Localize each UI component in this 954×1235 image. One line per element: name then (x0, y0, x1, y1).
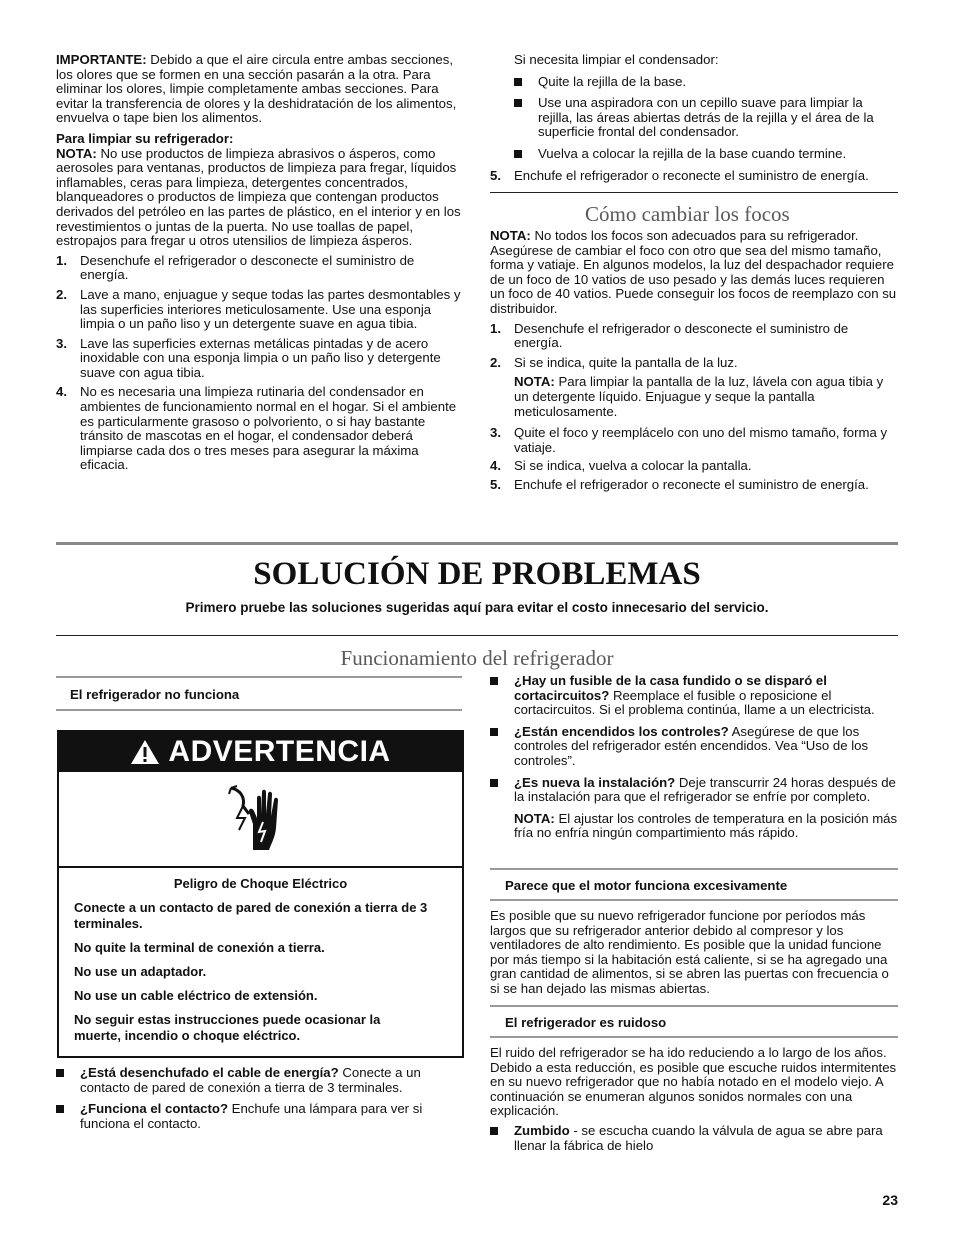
bullet-icon (56, 1069, 64, 1077)
bullet-icon (514, 150, 522, 158)
divider (490, 1036, 898, 1038)
warning-header (59, 732, 462, 772)
nota-paragraph: NOTA: No use productos de limpieza abrasivos o ásperos, como aerosoles para ventanas, productos de limpieza para fregar, líquidos inflamables, ceras para limpieza, detergentes concentrados, blanqueadores o productos de limpieza que contengan productos derivados del petróleo en las partes de plástico, en el interior y en los revestimientos o juntas de la puerta. No use toallas de papel, estropajos para fregar u otros utensilios de limpieza ásperos. (56, 145, 461, 249)
list-item: ¿Es nueva la instalación? Deje transcurrir 24 horas después de la instalación para que el refrigerador se enfríe por completo. (490, 776, 900, 805)
bulbs-title: Cómo cambiar los focos (585, 202, 790, 226)
list-item: 2. Lave a mano, enjuague y seque todas las partes desmontables y las superficies interiores meticulosamente. Use una esponja limpia o un paño liso y un detergente suave en agua tibia. (56, 286, 461, 332)
divider (56, 676, 462, 678)
list-item: ¿Funciona el contacto? Enchufe una lámpara para ver si funciona el contacto. (56, 1102, 446, 1131)
divider (490, 868, 898, 870)
bullet-icon (56, 1105, 64, 1113)
list-item: 2. Si se indica, quite la pantalla de la luz. (490, 354, 738, 370)
list-item: ¿Está desenchufado el cable de energía? Conecte a un contacto de pared de conexión a tierra de 3 terminales. (56, 1066, 446, 1095)
clean-steps (56, 254, 462, 473)
list-item: ¿Están encendidos los controles? Asegúrese de que los controles del refrigerador estén encendidos. Vea “Uso de los controles”. (490, 725, 900, 769)
list-item: 4. No es necesaria una limpieza rutinaria del condensador en ambientes de funcionamiento normal en el hogar. Si el ambiente es particularmente grasoso o polvoriento, o si hay bastante tránsito de mascotas en el hogar, el condensador deberá limpiarse cada dos o tres meses para asegurar la máxima eficacia. (56, 384, 457, 473)
bulbs-section (490, 229, 898, 493)
list-item: 3. Quite el foco y reemplácelo con uno del mismo tamaño, forma y vatiaje. (490, 425, 888, 455)
warning-line: No use un cable eléctrico de extensión. (74, 988, 318, 1003)
bullet-icon (490, 728, 498, 736)
ruidoso-paragraph: El ruido del refrigerador se ha ido reduciendo a lo largo de los años. Debido a esta reducción, es posible que escuche ruidos intermitentes en su nuevo refrigerador que no había notado en el modelo viejo. A continuación se enumeran algunos sonidos normales con una explicación. (490, 1045, 897, 1119)
section-rule-top (56, 542, 898, 545)
list-item: 5. Enchufe el refrigerador o reconecte el suministro de energía. (490, 167, 869, 183)
condenser-list (490, 75, 898, 162)
warning-line: No use un adaptador. (74, 964, 207, 979)
page-subtitle: Primero pruebe las soluciones sugeridas aquí para evitar el costo innecesario del servicio. (185, 600, 769, 615)
warning-triangle-icon (130, 739, 160, 765)
warning-title: ADVERTENCIA (168, 735, 391, 768)
divider (490, 899, 898, 901)
no-funciona-heading: El refrigerador no funciona (70, 687, 240, 702)
warning-line: No seguir estas instrucciones puede ocasionar la muerte, incendio o choque eléctrico. (74, 1012, 381, 1043)
bullet-icon (514, 78, 522, 86)
bulbs-nota: NOTA: No todos los focos son adecuados para su refrigerador. Asegúrese de cambiar el foco con otro que sea del mismo tamaño, forma y vatiaje. En algunos modelos, la luz del despachador requiere de un foco de 10 vatios de uso pesado y las demás luces requieren un foco de 40 vatios. Puede conseguir los focos de reemplazo con su distribuidor. (490, 228, 897, 316)
importante-paragraph: IMPORTANTE: Debido a que el aire circula entre ambas secciones, los olores que se formen en una sección pasarán a la otra. Para eliminar los olores, limpie completamente ambas secciones. Para evitar la transferencia de olores y la deshidratación de los alimentos, envuelva o tape bien los alimentos. (56, 52, 457, 126)
condenser-intro: Si necesita limpiar el condensador: (514, 52, 719, 67)
bullet-icon (490, 677, 498, 685)
motor-paragraph: Es posible que su nuevo refrigerador funcione por períodos más largos que su refrigerador anterior debido al compresor y los ventiladores de alto rendimiento. Es posible que la unidad funcione por más tiempo si la habitación está caliente, si se ha agregado una gran cantidad de alimentos, si se abren las puertas con frecuencia o si se han dejado las mismas abiertas. (490, 908, 889, 996)
bullet-icon (514, 99, 522, 107)
motor-heading: Parece que el motor funciona excesivamente (505, 878, 788, 893)
warning-body (59, 868, 462, 1044)
warning-line: Conecte a un contacto de pared de conexión a tierra de 3 terminales. (74, 900, 428, 931)
list-item: Vuelva a colocar la rejilla de la base cuando termine. (514, 147, 898, 162)
warning-box (57, 730, 464, 1058)
list-item: 3. Lave las superficies externas metálicas pintadas y de acero inoxidable con una esponja limpia o un paño liso y detergente suave con agua tibia. (56, 335, 441, 380)
electric-shock-hand-icon (227, 784, 289, 854)
divider (490, 1005, 898, 1007)
list-item: 4. Si se indica, vuelva a colocar la pantalla. (490, 458, 752, 474)
b2-nota: NOTA: Para limpiar la pantalla de la luz, lávela con agua tibia y un detergente líquido. Enjuague y seque la pantalla meticulosamente. (514, 374, 884, 419)
ruidoso-heading: El refrigerador es ruidoso (505, 1015, 667, 1030)
list-item: 5. Enchufe el refrigerador o reconecte el suministro de energía. (490, 476, 869, 492)
warning-line: Peligro de Choque Eléctrico (173, 876, 348, 891)
list-item: Quite la rejilla de la base. (514, 75, 898, 90)
list-item: Zumbido - se escucha cuando la válvula de agua se abre para llenar la fábrica de hielo (490, 1124, 904, 1153)
divider (490, 192, 898, 193)
list-item: 1. Desenchufe el refrigerador o desconecte el suministro de energía. (490, 320, 849, 351)
bullet-icon (490, 1127, 498, 1135)
q5-nota: NOTA: El ajustar los controles de temperatura en la posición más fría no enfría ningún compartimiento más rápido. (514, 810, 898, 841)
list-item: 1. Desenchufe el refrigerador o desconecte el suministro de energía. (56, 252, 415, 283)
left-column-top (56, 53, 462, 473)
bullet-icon (490, 779, 498, 787)
divider (56, 709, 462, 711)
warning-pictogram-area (59, 772, 462, 868)
warning-line: No quite la terminal de conexión a tierra. (74, 940, 325, 955)
left-bottom-list (56, 1066, 446, 1131)
list-item: Use una aspiradora con un cepillo suave para limpiar la rejilla, las áreas abiertas detrás de la rejilla y el área de la superficie frontal del condensador. (514, 96, 898, 140)
list-item: ¿Hay un fusible de la casa fundido o se disparó el cortacircuitos? Reemplace el fusible o reposicione el cortacircuitos. Si el problema continúa, llame a un electricista. (490, 674, 900, 718)
right-column-top (490, 53, 898, 183)
divider (56, 635, 898, 636)
operation-title: Funcionamiento del refrigerador (340, 646, 614, 670)
right-bottom-list (490, 674, 900, 841)
page-number: 23 (882, 1192, 898, 1208)
page-title: SOLUCIÓN DE PROBLEMAS (253, 556, 701, 592)
clean-heading: Para limpiar su refrigerador: (56, 130, 234, 146)
